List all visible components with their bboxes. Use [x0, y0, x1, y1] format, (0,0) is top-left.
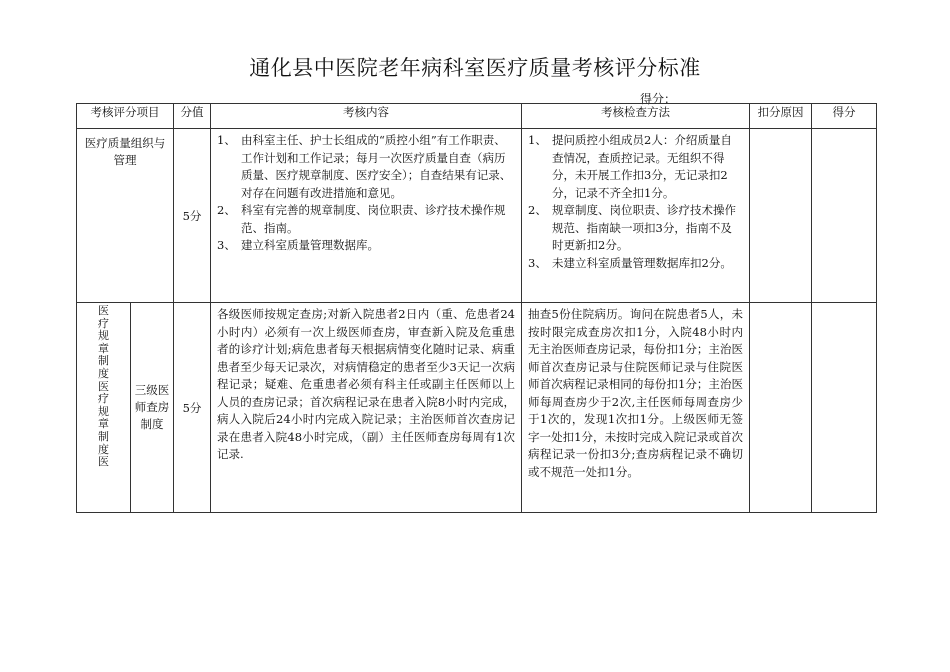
- score-cell: 5分: [174, 303, 211, 513]
- evaluation-table: [76, 103, 877, 513]
- table-row: [77, 303, 877, 513]
- method-cell: [522, 129, 750, 303]
- points-cell: [812, 303, 877, 513]
- category-vertical-cell: [77, 303, 131, 513]
- method-item: 1、 提问质控小组成员2人：介绍质量自查情况，查质控记录。无组织不得分，未开展工作扣3分，无记录扣2分，记录不齐全扣1分。: [528, 133, 732, 200]
- header-category: 考核评分项目: [77, 104, 174, 129]
- subcategory-cell: 三级医师查房制度: [131, 303, 174, 513]
- header-score: 分值: [174, 104, 211, 129]
- category-cell: [77, 129, 174, 303]
- table-row: [77, 129, 877, 303]
- deduction-reason-cell: [750, 303, 812, 513]
- method-item: 2、 规章制度、岗位职责、诊疗技术操作规范、指南缺一项扣3分，指南不及时更新扣2分。: [528, 203, 736, 252]
- content-cell: [211, 129, 522, 303]
- content-cell: [211, 303, 522, 513]
- content-item: 2、 科室有完善的规章制度、岗位职责、诊疗技术操作规范、指南。: [217, 203, 506, 235]
- content-text: 各级医师按规定查房;对新入院患者2日内（重、危患者24小时内）必须有一次上级医师查房，审查新入院及危重患者的诊疗计划;病危患者每天根据病情变化随时记录、病重患者至少每天记录次，对病情稳定的患者至少3天记一次病程记录；疑难、危重患者必须有科主任或副主任医师以上人员的查房记录；首次病程记录在患者入院8小时内完成，病人入院后24小时内完成入院记录；主治医师首次查房记录在患者入院48小时完成，（副）主任医师查房每周有1次记录.: [217, 307, 515, 461]
- deduction-reason-cell: [750, 129, 812, 303]
- method-text: 抽查5份住院病历。询问在院患者5人，未按时限完成查房次扣1分，入院48小时内无主治医师查房记录，每份扣1分；主治医师首次查房记录与住院医师记录与住院医师首次病程记录相同的每份扣1分；主治医师每周查房少于2次,主任医师每周查房少于1次的，发现1次扣1分。上级医师无签字一处扣1分，未按时完成入院记录或首次病程记录一份扣3分;查房病程记录不确切或不规范一处扣1分。: [528, 307, 743, 479]
- content-item: 3、 建立科室质量管理数据库。: [217, 238, 379, 252]
- content-item: 1、 由科室主任、护士长组成的“质控小组”有工作职责、工作计划和工作记录；每月一次医疗质量自查（病历质量、医疗规章制度、医疗安全）；自查结果有记录、对存在问题有改进措施和意见。: [217, 133, 512, 200]
- category-label: 医疗质量组织与管理: [84, 136, 166, 167]
- category-vertical-label: 医疗规章制度医疗规章制度医: [98, 304, 109, 469]
- method-item: 3、 未建立科室质量管理数据库扣2分。: [528, 255, 732, 270]
- score-cell: 5分: [174, 129, 211, 303]
- method-cell: [522, 303, 750, 513]
- points-cell: [812, 129, 877, 303]
- header-row: [77, 104, 877, 129]
- header-content: 考核内容: [211, 104, 522, 129]
- header-points: 得分: [812, 104, 877, 129]
- header-method: 考核检查方法: [522, 104, 750, 129]
- header-deduction-reason: 扣分原因: [750, 104, 812, 129]
- page-title: 通化县中医院老年病科室医疗质量考核评分标准: [249, 56, 701, 80]
- total-score-label: 得分：: [640, 92, 677, 106]
